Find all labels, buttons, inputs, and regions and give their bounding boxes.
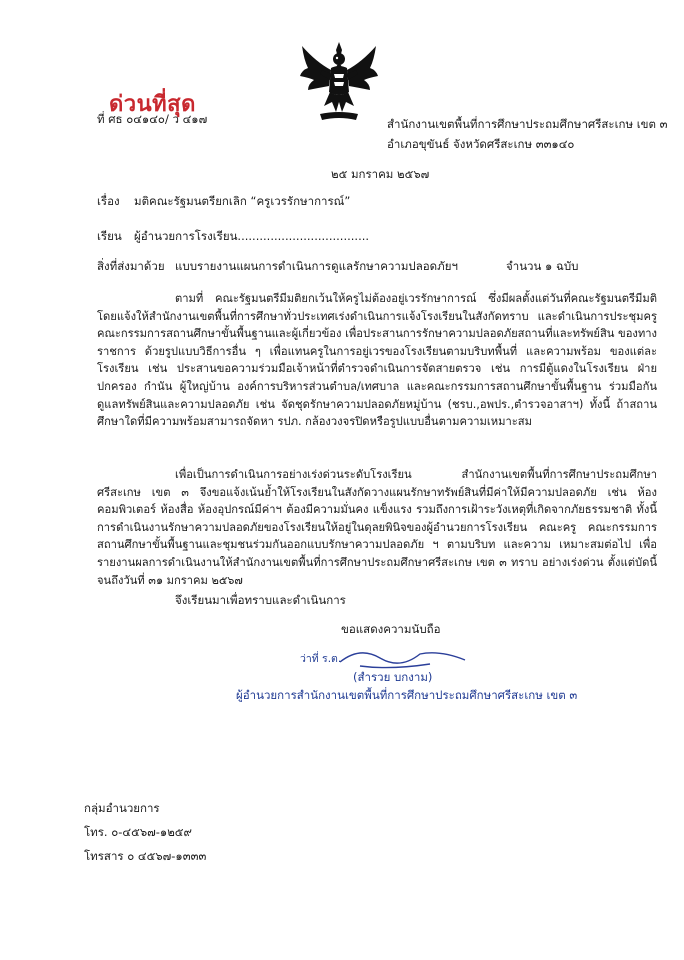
issuing-office — [387, 114, 668, 154]
contact-footer — [84, 796, 206, 868]
acting-rank: ว่าที่ ร.ต. — [300, 653, 342, 665]
office-address: อำเภอขุขันธ์ จังหวัดศรีสะเกษ ๓๓๑๔๐ — [387, 137, 575, 151]
signatory-name: (สำรวย บกงาม) — [353, 670, 433, 684]
enclosure-count: จำนวน ๑ ฉบับ — [506, 259, 579, 273]
to-label: เรียน — [97, 229, 122, 243]
letter-date: ๒๕ มกราคม ๒๕๖๗ — [331, 167, 430, 181]
phone-number: โทร. ๐-๔๕๖๗-๑๒๕๙ — [84, 825, 192, 839]
body-paragraph-1 — [97, 290, 657, 431]
fax-number: โทรสาร ๐ ๔๕๖๗-๑๓๓๓ — [84, 849, 207, 863]
office-name: สำนักงานเขตพื้นที่การศึกษาประถมศึกษาศรีสะเกษ เขต ๓ — [387, 117, 668, 131]
subject-text: มติคณะรัฐมนตรียกเลิก “ครูเวรรักษาการณ์” — [134, 194, 351, 208]
subject-label: เรื่อง — [97, 194, 120, 208]
document-number: ที่ ศธ ๐๔๑๔๐/ ว ๔๑๗ — [97, 112, 208, 126]
garuda-emblem-icon — [298, 40, 380, 124]
enclosure-label: สิ่งที่ส่งมาด้วย — [97, 259, 165, 273]
closing-salutation: ขอแสดงความนับถือ — [341, 622, 441, 636]
paragraph-text: เพื่อเป็นการดำเนินการอย่างเร่งด่วนระดับโรงเรียน สำนักงานเขตพื้นที่การศึกษาประถมศึกษา ศรีสะเกษ เขต ๓ จึงขอแจ้งเน้นย้ำให้โรงเรียนในสังกัดวางแผนรักษาทรัพย์สินที่มีค่าให้มีความปลอดภัย เช่น ห้อง คอมพิวเตอร์ ห้องสื่อ ห้องอุปกรณ์มีค่าฯ ต้องมีความมั่นคง แข็งแรง รวมถึงการเฝ้าระวังเหตุที่เกิดจากภัยธรรมชาติ ทั้งนี้ การดำเนินงานรักษาความปลอดภัยของโรงเรียนให้อยู่ในดุลยพินิจของผู้อำนวยการโรงเรียน คณะครู คณะกรรมการสถานศึกษาขั้นพื้นฐานและชุมชนร่วมกันออกแบบรักษาความปลอดภัย ฯ ตามบริบท และความ เหมาะสมต่อไป เพื่อรายงานผลการดำเนินงานให้สำนักงานเขตพื้นที่การศึกษาประถมศึกษาศรีสะเกษ เขต ๓ ทราบ อย่างเร่งด่วน ตั้งแต่บัดนี้ จนถึงวันที่ ๓๑ มกราคม ๒๕๖๗ — [97, 468, 657, 587]
department-name: กลุ่มอำนวยการ — [84, 801, 160, 815]
closing-request: จึงเรียนมาเพื่อทราบและดำเนินการ — [175, 593, 346, 607]
paragraph-text: ตามที่ คณะรัฐมนตรีมีมติยกเว้นให้ครูไม่ต้องอยู่เวรรักษาการณ์ ซึ่งมีผลตั้งแต่วันที่คณะรัฐมนตรีมีมติ โดยแจ้งให้สำนักงานเขตพื้นที่การศึกษาทั่วประเทศเร่งดำเนินการแจ้งโรงเรียนในสังกัดทราบ และดำเนินการประชุมครู คณะกรรมการสถานศึกษาขั้นพื้นฐานและผู้เกี่ยวข้อง เพื่อประสานการรักษาความปลอดภัยสถานที่และทรัพย์สิน ของทางราชการ ด้วยรูปแบบวิธีการอื่น ๆ เพื่อแทนครูในการอยู่เวรของโรงเรียนตามบริบทพื้นที่ และความพร้อม ของแต่ละโรงเรียน เช่น ประสานขอความร่วมมือเจ้าหน้าที่ตำรวจดำเนินการจัดสายตรวจ เช่น การมีตู้แดงในโรงเรียน ฝ่ายปกครอง กำนัน ผู้ใหญ่บ้าน องค์การบริหารส่วนตำบล/เทศบาล และคณะกรรมการสถานศึกษาขั้นพื้นฐาน ร่วมมือกันดูแลทรัพย์สินและความปลอดภัย เช่น จัดชุดรักษาความปลอดภัยหมู่บ้าน (ชรบ.,อพปร.,ตำรวจอาสาฯ) ทั้งนี้ ถ้าสถานศึกษาใดที่มีความพร้อมสามารถจัดหา รปภ. กล้องวงจรปิดหรือรูปแบบอื่นตามความเหมาะสม — [97, 292, 657, 429]
enclosure-text: แบบรายงานแผนการดำเนินการดูแลรักษาความปลอดภัยฯ — [175, 259, 458, 273]
body-paragraph-2 — [97, 466, 657, 589]
signatory-position: ผู้อำนวยการสำนักงานเขตพื้นที่การศึกษาประถมศึกษาศรีสะเกษ เขต ๓ — [236, 688, 578, 702]
urgent-stamp: ด่วนที่สุด — [109, 92, 196, 117]
to-text: ผู้อำนวยการโรงเรียน.................................... — [134, 229, 370, 243]
